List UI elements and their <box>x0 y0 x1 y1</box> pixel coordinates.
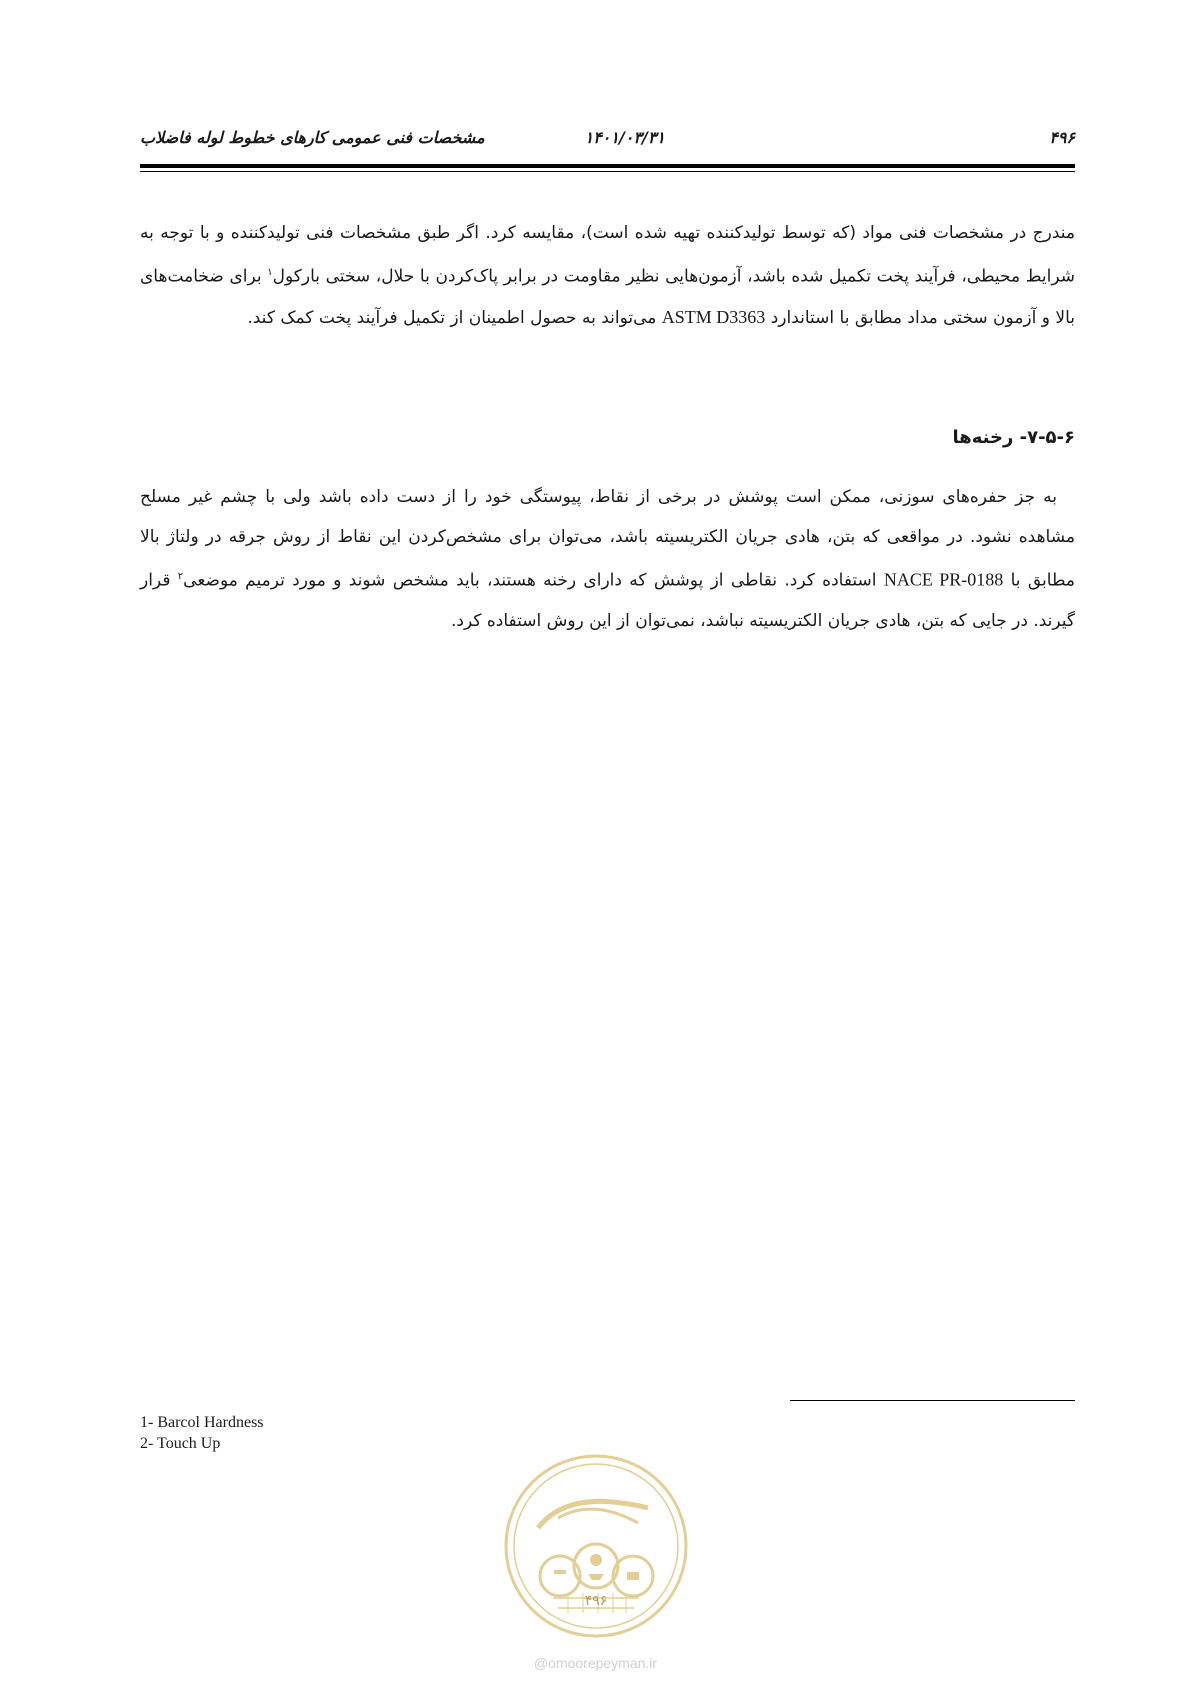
footnote-marker-1: ۱ <box>267 267 273 278</box>
footnotes <box>140 1412 264 1454</box>
header-rule-thick <box>140 164 1075 168</box>
watermark-site: @omoorepeyman.ir <box>533 1655 658 1671</box>
gear-emblem-icon <box>498 1448 694 1644</box>
paragraph-1-text-a: مندرج در مشخصات فنی مواد (که توسط تولیدکننده تهیه شده است)، مقایسه کرد. اگر طبق مشخصات فنی تولیدکننده و با توجه به شرایط محیطی، فرآیند پخت تکمیل شده باشد، آزمون‌هایی نظیر مقاومت در برابر پاک‌کردن با حلال، سختی بارکول <box>140 223 1075 287</box>
paragraph-2-text-b: استفاده کرد. نقاطی از پوشش که دارای رخنه هستند، باید مشخص شوند و مورد ترمیم موضعی <box>183 570 884 591</box>
footnote-marker-2: ۲ <box>177 571 184 582</box>
watermark-logo <box>498 1448 694 1644</box>
section-heading: ۷-۵-۶- رخنه‌ها <box>952 427 1075 448</box>
header-title: مشخصات فنی عمومی کارهای خطوط لوله فاضلاب <box>140 128 485 147</box>
header-date: ۱۴۰۱/۰۳/۳۱ <box>584 128 665 147</box>
footnote-2: 2- Touch Up <box>140 1435 221 1452</box>
paragraph-1-text-c: می‌تواند به حصول اطمینان از تکمیل فرآیند پخت کمک کند. <box>247 307 662 328</box>
body-paragraph-2 <box>140 477 1075 641</box>
footnote-1: 1- Barcol Hardness <box>140 1414 264 1431</box>
watermark-page-number: ۴۹۶ <box>584 1593 608 1609</box>
footnote-separator <box>790 1400 1075 1401</box>
paragraph-2-text-c: قرار گیرند. در جایی که بتن، هادی جریان الکتریسیته نباشد، نمی‌توان از این روش استفاده کرد. <box>140 570 1075 631</box>
body-paragraph-1 <box>140 213 1075 338</box>
standard-nace: NACE PR-0188 <box>883 569 1004 590</box>
running-header <box>140 128 1075 150</box>
header-rule-thin <box>140 171 1075 172</box>
header-page-number: ۴۹۶ <box>1049 128 1075 147</box>
paragraph-1-text-b: برای ضخامت‌های بالا و آزمون سختی مداد مطابق با استاندارد <box>140 266 1075 328</box>
standard-astm: ASTM D3363 <box>661 306 766 327</box>
paragraph-2-text-a: به جز حفره‌های سوزنی، ممکن است پوشش در برخی از نقاط، پیوستگی خود را از دست داده باشد ولی با چشم غیر مسلح مشاهده نشود. در مواقعی که بتن، هادی جریان الکتریسیته باشد، می‌توان برای مشخص‌کردن این نقاط از روش جرقه در ولتاژ بالا مطابق با <box>140 487 1076 591</box>
